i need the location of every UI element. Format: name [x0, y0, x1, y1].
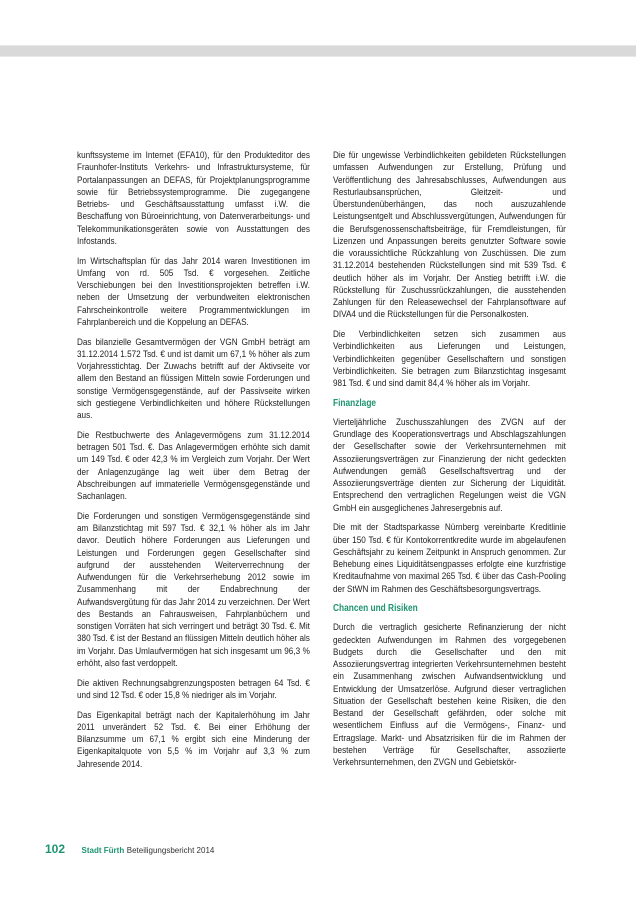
footer-report-title: Beteiligungsbericht 2014	[126, 846, 215, 855]
paragraph: Das Eigenkapital beträgt nach der Kapitalerhöhung im Jahr 2011 unverändert 52 Tsd. €. Bei einer Erhöhung der Bilanzsumme um 67,1 % ergibt sich eine Minderung der Eigenkapitalquote von 5,5 % im Vorjahr auf 3,3 % zum Jahresende 2014.	[77, 709, 310, 770]
left-column	[77, 150, 310, 778]
paragraph: Durch die vertraglich gesicherte Refinanzierung der nicht gedeckten Aufwendungen im Rahmen des vorgegebenen Budgets durch die Gesellschafter und den mit Assoziierungsvertrag integrierten Verkehrsunternehmen besteht ein Zusammenhang zwischen Aufwandsentwicklung und Entwicklung der Umsatzerlöse. Aufgrund dieser vertraglichen Situation der Gesellschaft bestehen keine Risiken, die den Bestand der Gesellschaft gefährden, oder solche mit wesentlichem Einfluss auf die Vermögens-, Finanz- und Ertragslage. Markt- und Absatzrisiken für die im Rahmen der bestehen Verträge für Gesellschafter, assoziierte Verkehrsunternehmen, den ZVGN und Gebietskör-	[333, 622, 566, 768]
right-column	[333, 150, 566, 777]
paragraph: Die Verbindlichkeiten setzen sich zusammen aus Verbindlichkeiten aus Lieferungen und Leistungen, Verbindlichkeiten gegenüber Gesellschaftern und sonstigen Verbindlichkeiten. Sie betragen zum Bilanzstichtag insgesamt 981 Tsd. € und sind damit 84,4 % höher als im Vorjahr.	[333, 329, 566, 389]
paragraph: Die für ungewisse Verbindlichkeiten gebildeten Rückstellungen umfassen Aufwendungen zur Erstellung, Prüfung und Veröffentlichung des Jahresabschlusses, Aufwendungen aus Resturlaubsansprüchen, Gleitzeit- und Überstundenüberhängen, das noch auszuzahlende Leistungsentgelt und Abschlussvergütungen, Aufwendungen für die Berufsgenossenschaftsbeiträge, für Fremdleistungen, für Lizenzen und Anpassungen bereits genutzter Software sowie die voraussichtliche Rückzahlung von Zuschüssen. Die zum 31.12.2014 bestehenden Rückstellungen sind mit 539 Tsd. € deutlich höher als im Vorjahr. Der Anstieg betrifft i.W. die Rückstellung für Zuschussrückzahlungen, die ausstehenden Zahlungen für den Releasewechsel der Fahrplansoftware auf DIVA4 und die Rückstellungen für die Personalkosten.	[333, 150, 566, 321]
paragraph: Die Restbuchwerte des Anlagevermögens zum 31.12.2014 betragen 501 Tsd. €. Das Anlagevermögen erhöhte sich damit um 149 Tsd. € oder 42,3 % im Vergleich zum Vorjahr. Der Wert der Anlagenzugänge lag weit über dem Betrag der Abschreibungen auf immaterielle Vermögensgegenstände und Sachanlagen.	[77, 429, 310, 502]
paragraph: Das bilanzielle Gesamtvermögen der VGN GmbH beträgt am 31.12.2014 1.572 Tsd. € und ist damit um 67,1 % höher als zum Vorjahresstichtag. Der Zuwachs betrifft auf der Aktivseite vor allem den Bestand an flüssigen Mitteln sowie Forderungen und sonstige Vermögensgegenstände, auf der Passivseite wirken sich gestiegene Verbindlichkeiten und höhere Rückstellungen aus.	[77, 336, 310, 421]
paragraph: Die Forderungen und sonstigen Vermögensgegenstände sind am Bilanzstichtag mit 597 Tsd. € 32,1 % höher als im Jahr davor. Deutlich höhere Forderungen aus Lieferungen und Leistungen und Forderungen gegen Gesellschafter sind aufgrund der ausstehenden Weiterverrechnung der Aufwendungen für die Verkehrserhebung 2012 sowie im Zusammenhang mit der Endabrechnung der Aufwandsvergütung für das Jahr 2014 zu verzeichnen. Der Wert des Bestands an Fahrausweisen, Fahrplanbüchern und sonstigen Vorräten hat sich verringert und beträgt 30 Tsd. €. Mit 380 Tsd. € ist der Bestand an flüssigen Mitteln deutlich höher als im Vorjahr. Das Umlaufvermögen hat sich insgesamt um 96,3 % erhöht, also fast verdoppelt.	[77, 510, 310, 669]
paragraph: kunftssysteme im Internet (EFA10), für den Produkteditor des Fraunhofer-Instituts Verkehrs- und Infrastruktursysteme, für Portalanpassungen an DEFAS, für Projektplanungsprogramme sowie für Betriebssystemprogramme. Die zugegangene Betriebs- und Geschäftsausstattung umfasst i.W. die Beschaffung von Büroeinrichtung, von Datenverarbeitungs- und Telekommunikationsgeräten sowie von Ausstattungen des Infostands.	[77, 150, 310, 247]
section-heading-chancen-und-risiken: Chancen und Risiken	[333, 603, 418, 615]
page-top-bar	[0, 45, 636, 57]
paragraph: Die aktiven Rechnungsabgrenzungsposten betragen 64 Tsd. € und sind 12 Tsd. € oder 15,8 % niedriger als im Vorjahr.	[77, 677, 310, 701]
paragraph: Vierteljährliche Zuschusszahlungen des ZVGN auf der Grundlage des Kooperationsvertrags und Abschlagszahlungen der Gesellschafter sowie der Verkehrsunternehmen mit Assoziierungsverträgen zur Finanzierung der nicht gedeckten Aufwendungen gemäß Gesellschaftsvertrag und der Assoziierungsverträge dienten zur Sicherung der Liquidität. Entsprechend den vertraglichen Regelungen weist die VGN GmbH ein ausgeglichenes Jahresergebnis auf.	[333, 416, 566, 514]
page-footer	[45, 842, 214, 856]
footer-brand: Stadt Fürth	[81, 846, 125, 855]
paragraph: Die mit der Stadtsparkasse Nürnberg vereinbarte Kreditlinie über 150 Tsd. € für Kontokorrentkredite wurde im abgelaufenen Geschäftsjahr zu keinem Zeitpunkt in Anspruch genommen. Zur Behebung eines Liquiditätsengpasses erfolgte eine kurzfristige Kreditaufnahme von maximal 265 Tsd. € über das Cash-Pooling der StWN im Rahmen des Geschäftsbesorgungsvertrags.	[333, 522, 566, 595]
section-heading-finanzlage: Finanzlage	[333, 397, 377, 409]
paragraph: Im Wirtschaftsplan für das Jahr 2014 waren Investitionen im Umfang von rd. 505 Tsd. € vorgesehen. Zeitliche Verschiebungen bei den Investitionsprojekten betreffen i.W. neben der Umsetzung der verbundweiten elektronischen Fahrscheinkontrolle weitere Programmentwicklungen im Fahrplanbereich und die Koppelung an DEFAS.	[77, 255, 310, 328]
page-number: 102	[45, 842, 66, 856]
